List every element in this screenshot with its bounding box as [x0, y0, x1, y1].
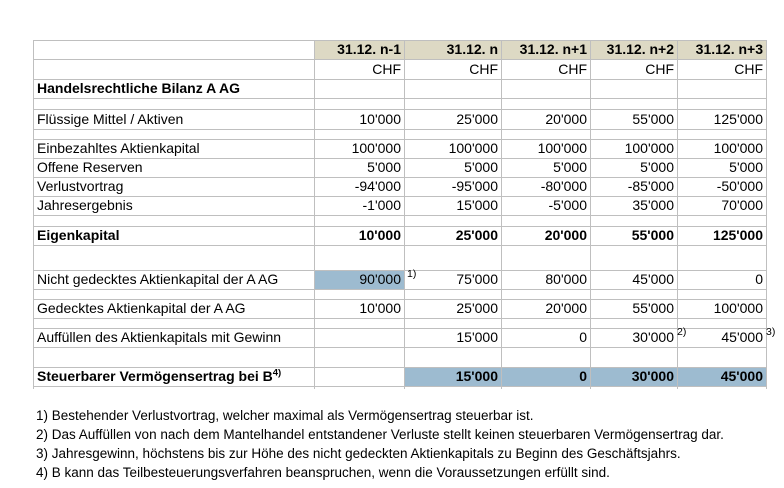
- row-label-aktienkapital: Einbezahltes Aktienkapital: [37, 140, 200, 156]
- row-label-eigenkapital: Eigenkapital: [37, 227, 120, 243]
- table-cell: 90'000: [359, 271, 401, 287]
- row-label-steuerbar: Steuerbarer Vermögensertrag bei $B^{4)}$: [37, 367, 282, 384]
- footnote-marker: 1): [407, 268, 417, 280]
- col-date-0: 31.12. n-1: [337, 41, 401, 57]
- table-cell: 5'000: [464, 159, 498, 175]
- col-date-3: 31.12. n+2: [606, 41, 674, 57]
- table-cell: -85'000: [627, 178, 674, 194]
- table-cell: 75'000: [456, 271, 498, 287]
- section-title: Handelsrechtliche Bilanz A AG: [37, 80, 241, 96]
- col-unit-4: CHF: [734, 61, 763, 77]
- table-cell: 55'000: [631, 227, 674, 243]
- table-cell: -50'000: [716, 178, 763, 194]
- table-cell: 5'000: [553, 159, 587, 175]
- table-cell: 10'000: [358, 227, 401, 243]
- table-cell: 10'000: [359, 111, 401, 127]
- row-label-jahresergebnis: Jahresergebnis: [37, 197, 133, 213]
- col-unit-2: CHF: [558, 61, 587, 77]
- table-cell: 25'000: [456, 300, 498, 316]
- col-date-2: 31.12. n+1: [519, 41, 587, 57]
- table-cell: 10'000: [359, 300, 401, 316]
- table-cell: -1'000: [362, 197, 401, 213]
- table-cell: 80'000: [545, 271, 587, 287]
- table-cell: -94'000: [354, 178, 401, 194]
- table-cell: 45'000: [632, 271, 674, 287]
- footnote-marker: 2): [677, 326, 687, 338]
- table-cell: 5'000: [640, 159, 674, 175]
- col-date-1: 31.12. n: [446, 41, 498, 57]
- table-cell: 70'000: [721, 197, 763, 213]
- table-cell: 45'000: [720, 368, 763, 384]
- table-cell: 100'000: [713, 140, 763, 156]
- table-cell: -5'000: [548, 197, 587, 213]
- table-cell: 0: [579, 329, 587, 345]
- table-cell: 30'000: [631, 368, 674, 384]
- table-cell: [314, 328, 401, 347]
- table-cell: 20'000: [544, 227, 587, 243]
- table-cell: 100'000: [351, 140, 401, 156]
- row-label-verlustvortrag: Verlustvortrag: [37, 178, 124, 194]
- table-cell: 125'000: [712, 227, 763, 243]
- table-cell: [314, 367, 401, 386]
- footnote-marker: 3): [766, 326, 776, 338]
- table-cell: 100'000: [537, 140, 587, 156]
- table-cell: 15'000: [456, 197, 498, 213]
- table-cell: 15'000: [456, 329, 498, 345]
- table-cell: 15'000: [455, 368, 498, 384]
- row-label-fluessige-mittel: Flüssige Mittel / Aktiven: [37, 111, 184, 127]
- table-cell: 5'000: [367, 159, 401, 175]
- col-date-4: 31.12. n+3: [695, 41, 763, 57]
- table-cell: 25'000: [455, 227, 498, 243]
- row-label-nicht-gedeckt: Nicht gedecktes Aktienkapital der A AG: [37, 271, 279, 287]
- footnote-4: 4) B kann das Teilbesteuerungsverfahren beanspruchen, wenn die Voraussetzungen erfüllt sind.: [36, 465, 610, 480]
- footnote-1: 1) Bestehender Verlustvortrag, welcher maximal als Vermögensertrag steuerbar ist.: [36, 408, 534, 423]
- col-unit-0: CHF: [372, 61, 401, 77]
- row-label-auffuellen: Auffüllen des Aktienkapitals mit Gewinn: [37, 329, 282, 345]
- footnote-2: 2) Das Auffüllen von nach dem Mantelhandel entstandener Verluste stellt keinen steuerbaren Vermögensertrag dar.: [36, 427, 724, 442]
- row-label-reserven: Offene Reserven: [37, 159, 143, 175]
- footnote-marker: 4): [272, 367, 282, 379]
- table-cell: 5'000: [729, 159, 763, 175]
- table-cell: 35'000: [632, 197, 674, 213]
- table-cell: 55'000: [632, 111, 674, 127]
- row-label-gedeckt: Gedecktes Aktienkapital der A AG: [37, 300, 246, 316]
- table-cell: 30'000: [632, 329, 674, 345]
- footnote-3: 3) Jahresgewinn, höchstens bis zur Höhe des nicht gedeckten Aktienkapitals zu Beginn des Geschäftsjahrs.: [36, 446, 681, 461]
- table-cell: 100'000: [713, 300, 763, 316]
- table-cell: -95'000: [451, 178, 498, 194]
- table-cell: 25'000: [456, 111, 498, 127]
- table-cell: 100'000: [624, 140, 674, 156]
- table-cell: 0: [579, 368, 587, 384]
- table-cell: 125'000: [713, 111, 763, 127]
- col-unit-1: CHF: [469, 61, 498, 77]
- table-cell: 20'000: [545, 111, 587, 127]
- table-cell: 100'000: [448, 140, 498, 156]
- col-unit-3: CHF: [645, 61, 674, 77]
- table-cell: 45'000: [721, 329, 763, 345]
- table-cell: -80'000: [540, 178, 587, 194]
- table-cell: 0: [755, 271, 763, 287]
- table-cell: 55'000: [632, 300, 674, 316]
- table-cell: 20'000: [545, 300, 587, 316]
